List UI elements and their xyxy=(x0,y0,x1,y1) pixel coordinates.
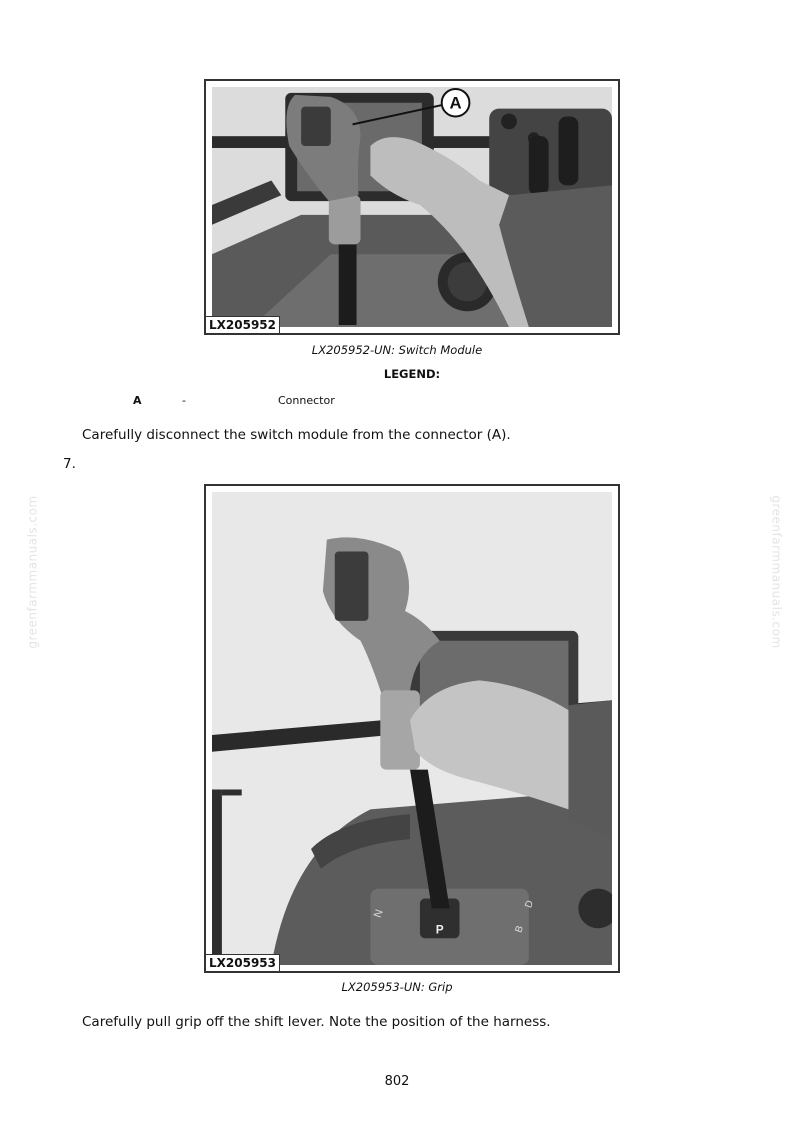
step-number: 7. xyxy=(63,456,76,472)
page-number: 802 xyxy=(384,1074,410,1089)
lever-mark-p: P xyxy=(435,922,444,937)
instruction-text: Carefully disconnect the switch module from the connector (A). xyxy=(82,427,511,443)
grip-photo xyxy=(212,492,612,965)
watermark-right: greenfarmmanuals.com xyxy=(769,495,784,649)
lever-mark-n: N xyxy=(371,907,386,920)
figure-caption: LX205953-UN: Grip xyxy=(341,980,453,994)
switch-module-illustration xyxy=(212,87,612,327)
figure-id-label: LX205953 xyxy=(206,954,280,971)
legend-dash: - xyxy=(182,394,186,407)
watermark-left: greenfarmmanuals.com xyxy=(25,495,40,649)
switch-module-photo xyxy=(212,87,612,327)
grip-illustration xyxy=(212,492,612,965)
figure-caption: LX205952-UN: Switch Module xyxy=(311,343,483,357)
figure-id-label: LX205952 xyxy=(206,316,280,333)
figure-grip xyxy=(204,484,620,973)
legend-key: A xyxy=(133,394,142,407)
figure-switch-module xyxy=(204,79,620,335)
lever-mark-b: B xyxy=(513,924,526,935)
lever-mark-d: D xyxy=(523,899,537,910)
callout-a-label: A xyxy=(449,93,462,113)
instruction-text: Carefully pull grip off the shift lever. Note the position of the harness. xyxy=(82,1014,551,1030)
legend-description: Connector xyxy=(278,394,335,407)
legend-title: LEGEND: xyxy=(383,367,441,381)
